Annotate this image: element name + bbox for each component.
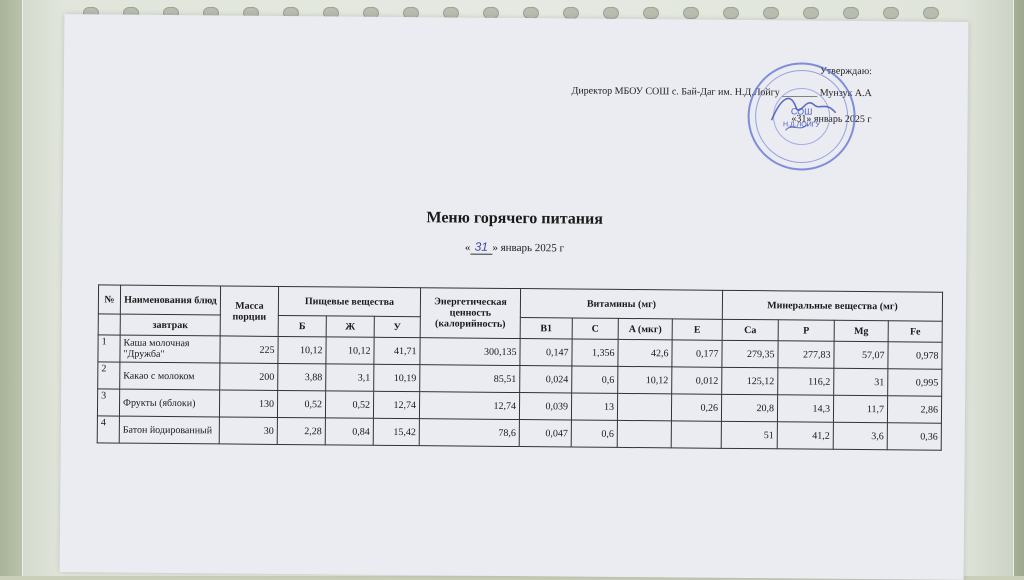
cell-vitamin-b1: 0,024: [520, 366, 572, 393]
approval-date-rest: январь 2025 г: [813, 113, 872, 126]
cell-mineral-mg: 3,6: [833, 422, 887, 449]
cell-vitamin-e: 0,26: [671, 394, 721, 421]
header-vitamin-e: E: [672, 319, 722, 340]
cell-protein: 3,88: [278, 363, 326, 390]
cell-fat: 3,1: [326, 364, 374, 391]
cell-mass: 30: [219, 417, 277, 445]
cell-vitamin-a: 10,12: [618, 366, 672, 393]
cell-num: 4: [97, 416, 119, 443]
cell-mineral-ca: 20,8: [721, 394, 777, 421]
cell-vitamin-a: 42,6: [618, 339, 672, 366]
cell-mineral-ca: 125,12: [722, 367, 778, 394]
cell-energy: 78,6: [419, 419, 519, 447]
cell-vitamin-e: [671, 421, 721, 448]
cell-fat: 10,12: [326, 337, 374, 364]
header-vitamin-c: C: [572, 318, 618, 339]
cell-mineral-ca: 51: [721, 421, 777, 448]
date-close-quote: »: [492, 241, 498, 254]
cell-mineral-p: 14,3: [777, 395, 833, 422]
cell-mass: 130: [219, 390, 277, 418]
cell-dish-name: Батон йодированный: [119, 416, 219, 444]
table-header-row: [98, 285, 942, 321]
cell-vitamin-a: [617, 393, 671, 420]
cell-protein: 10,12: [278, 336, 326, 363]
cell-mineral-mg: 11,7: [833, 395, 887, 422]
cell-mineral-fe: 0,978: [888, 342, 942, 369]
cell-mineral-ca: 279,35: [722, 340, 778, 367]
header-minerals: Минеральные вещества (мг): [722, 290, 942, 321]
school-stamp-seal: [745, 60, 858, 173]
date-day-handwritten: 31: [470, 240, 492, 255]
cell-vitamin-c: 1,356: [572, 339, 618, 366]
stamp-sub-text: Н.Д.ЛОЙГУ: [782, 121, 821, 129]
cell-mineral-fe: 0,995: [888, 369, 942, 396]
cell-energy: 12,74: [419, 392, 519, 420]
menu-table: [97, 284, 943, 450]
stamp-center-text: СОШ: [790, 106, 813, 117]
header-num: №: [98, 285, 120, 314]
header-nutrients: Пищевые вещества: [278, 286, 420, 316]
cell-vitamin-e: 0,177: [672, 340, 722, 367]
date-month-year: январь 2025 г: [500, 241, 565, 255]
cell-num: 2: [98, 362, 120, 389]
header-vitamins: Витамины (мг): [520, 289, 722, 320]
cell-vitamin-b1: 0,047: [519, 420, 571, 447]
cell-vitamin-c: 13: [571, 393, 617, 420]
header-mineral-mg: Mg: [834, 320, 888, 341]
header-mineral-fe: Fe: [888, 321, 942, 342]
cell-mass: 200: [220, 363, 278, 391]
header-fat: Ж: [326, 316, 374, 337]
cell-num: 1: [98, 335, 120, 362]
header-dish-name: Наименования блюд: [120, 285, 220, 315]
header-meal: завтрак: [120, 314, 220, 336]
header-carbs: У: [374, 316, 420, 337]
document-title: Меню горячего питания: [426, 209, 603, 228]
cell-mineral-mg: 57,07: [834, 341, 888, 368]
cell-fat: 0,84: [325, 418, 373, 445]
cell-vitamin-b1: 0,147: [520, 339, 572, 366]
cell-carbs: 10,19: [374, 364, 420, 391]
approval-date: «31» январь 2025 г: [791, 113, 872, 126]
cell-carbs: 15,42: [373, 418, 419, 445]
header-mineral-ca: Ca: [722, 319, 778, 340]
cell-dish-name: Фрукты (яблоки): [119, 389, 219, 417]
cell-carbs: 12,74: [373, 391, 419, 418]
cell-energy: 85,51: [420, 365, 520, 393]
cell-vitamin-c: 0,6: [572, 366, 618, 393]
cell-mineral-p: 116,2: [778, 368, 834, 395]
cell-mineral-mg: 31: [834, 368, 888, 395]
cell-vitamin-a: [617, 420, 671, 447]
cell-protein: 2,28: [277, 417, 325, 444]
approval-director: Директор МБОУ СОШ с. Бай-Даг им. Н.Д.Лойгу _______ Мунзук А.А: [571, 85, 872, 100]
header-mineral-p: P: [778, 320, 834, 341]
menu-sheet: [60, 14, 969, 580]
header-vitamin-a: A (мкг): [618, 318, 672, 339]
approval-title: Утверждаю:: [819, 65, 873, 78]
cell-fat: 0,52: [325, 391, 373, 418]
cell-mineral-fe: 2,86: [887, 396, 941, 423]
cell-dish-name: Каша молочная "Дружба": [120, 335, 220, 363]
date-open-quote: «: [464, 241, 471, 254]
header-portion-mass: Масса порции: [220, 286, 278, 337]
cell-carbs: 41,71: [374, 337, 420, 364]
cell-dish-name: Какао с молоком: [120, 362, 220, 390]
cell-num: 3: [97, 389, 119, 416]
cell-vitamin-c: 0,6: [571, 420, 617, 447]
document-date: [62, 236, 966, 259]
cell-mineral-p: 41,2: [777, 422, 833, 449]
cell-mass: 225: [220, 336, 278, 364]
approval-date-day: 31: [796, 113, 807, 125]
cell-mineral-fe: 0,36: [887, 423, 941, 450]
cell-mineral-p: 277,83: [778, 341, 834, 368]
cell-energy: 300,135: [420, 338, 520, 366]
cell-vitamin-e: 0,012: [672, 367, 722, 394]
cell-protein: 0,52: [277, 390, 325, 417]
header-energy: Энергетическая ценность (калорийность): [420, 288, 520, 339]
header-vitamin-b1: B1: [520, 318, 572, 339]
cell-vitamin-b1: 0,039: [519, 393, 571, 420]
header-protein: Б: [278, 315, 326, 336]
